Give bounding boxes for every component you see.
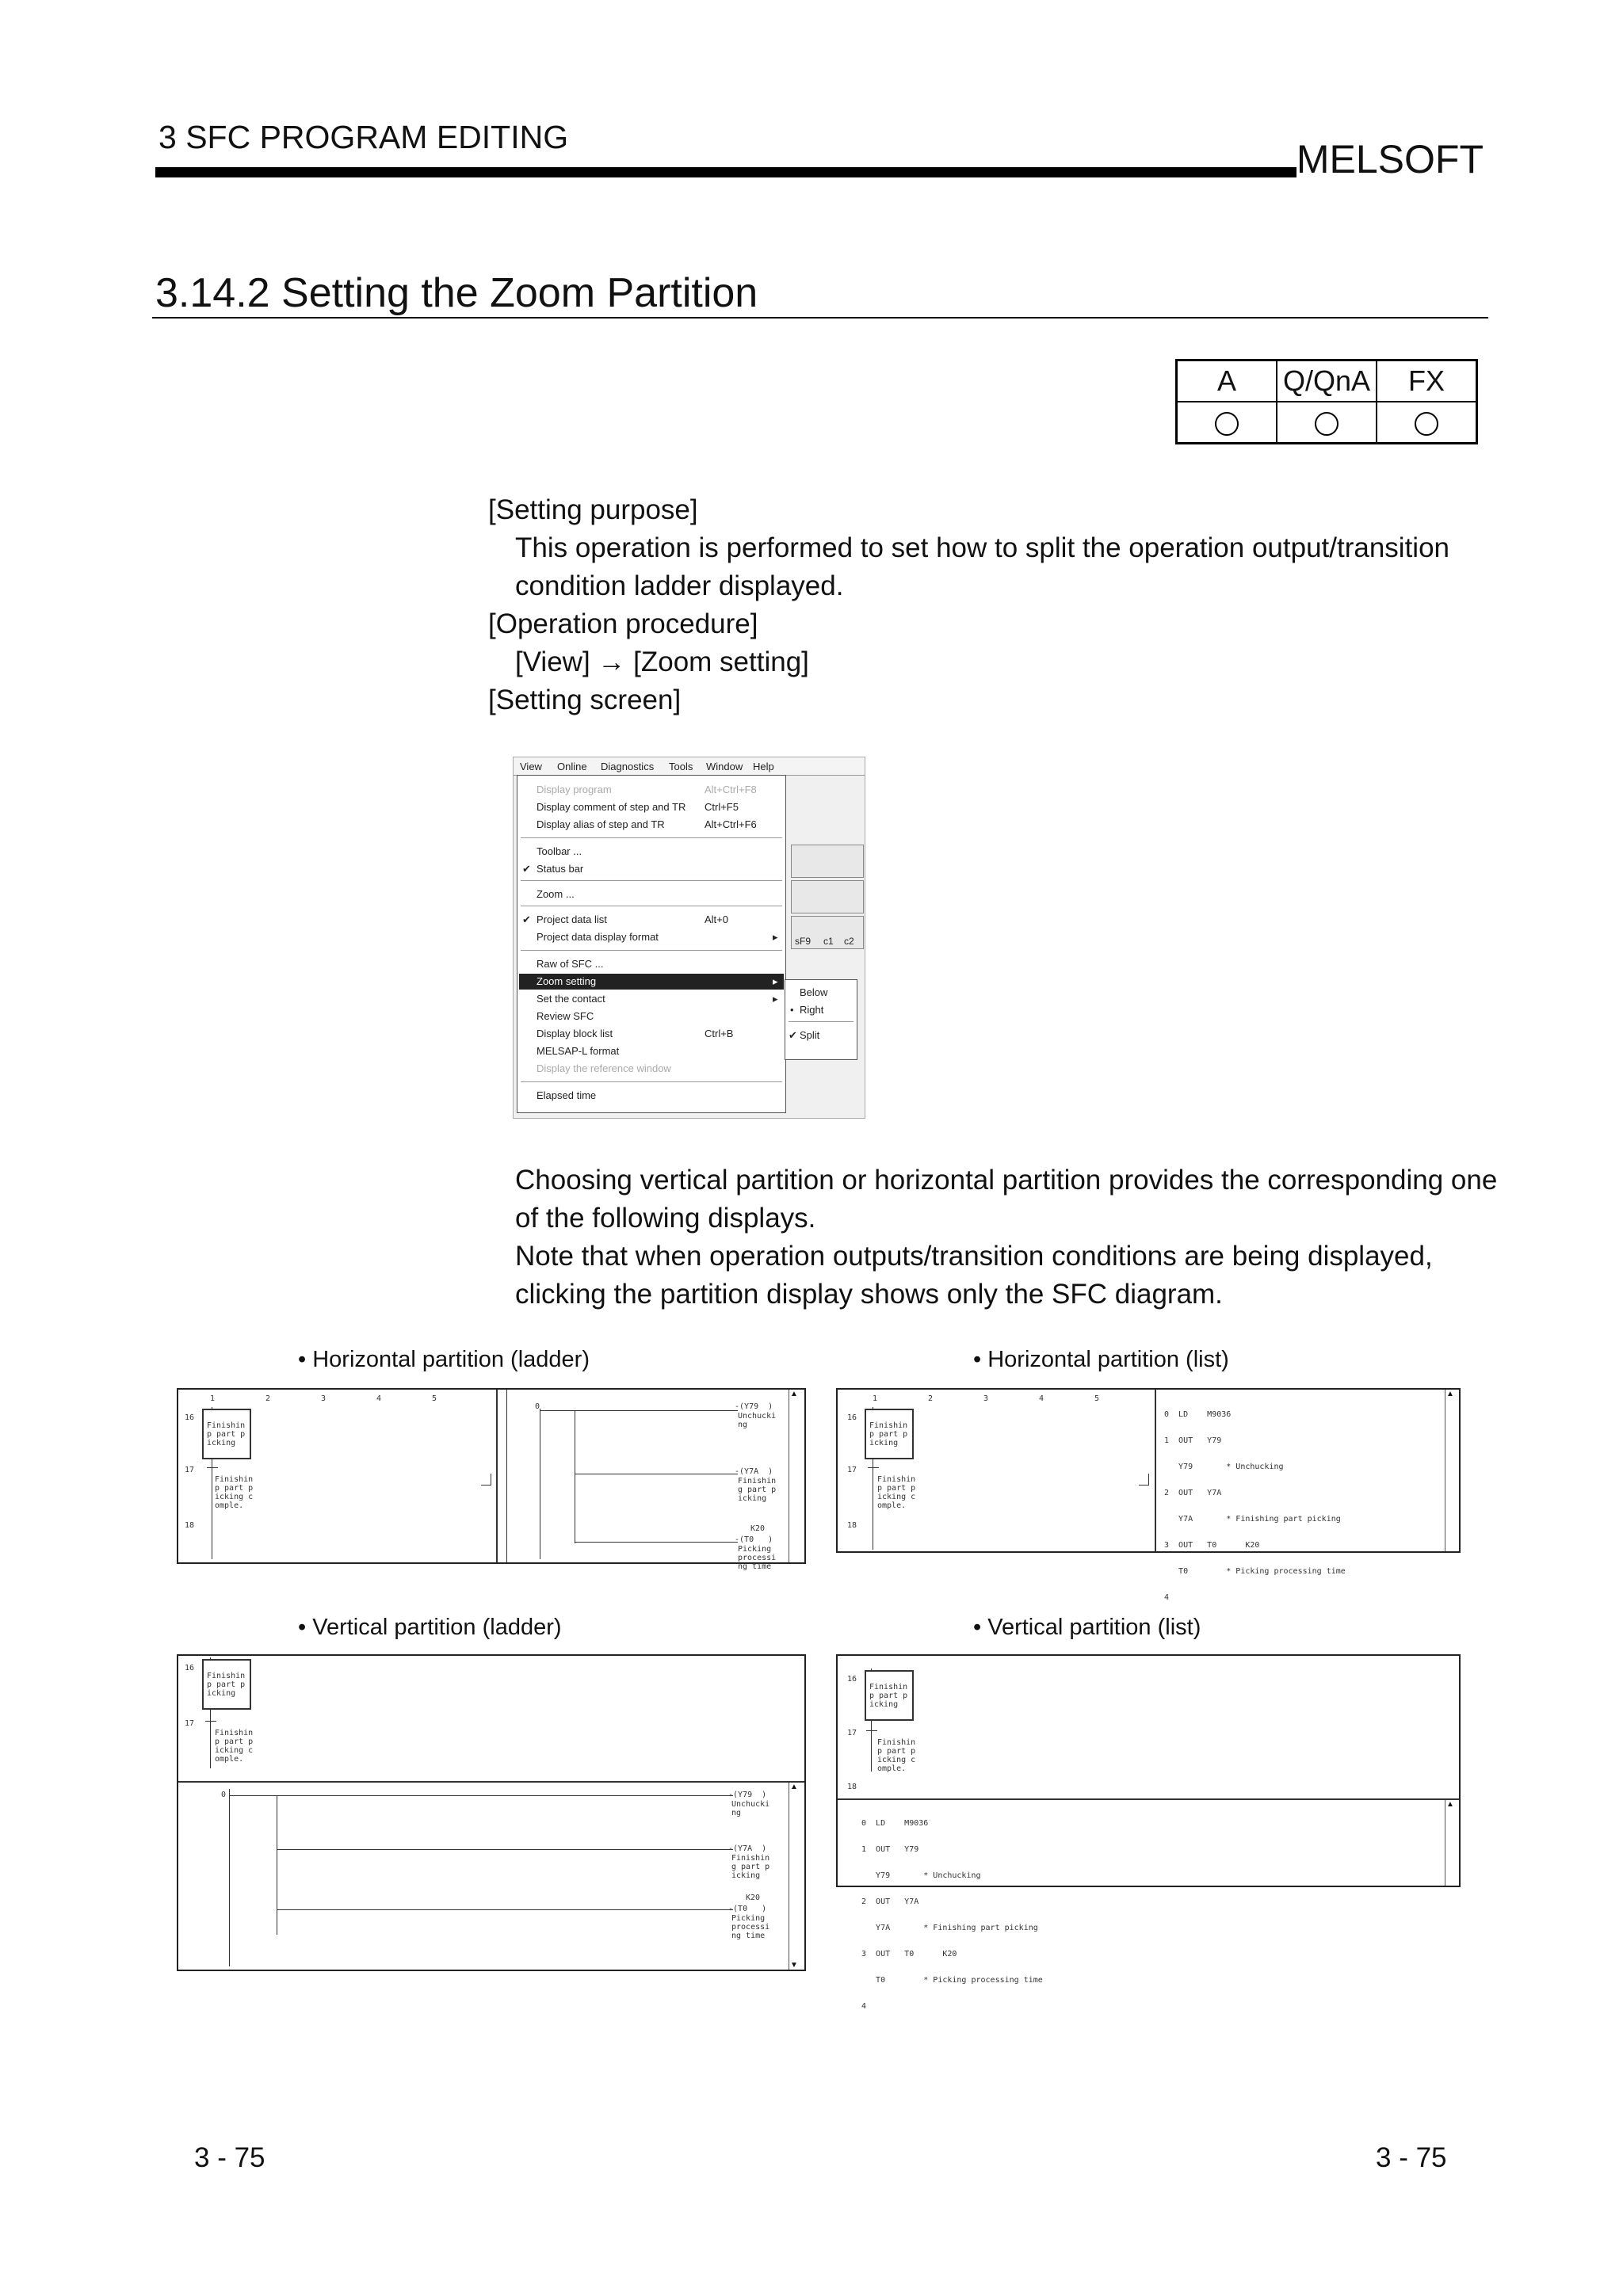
label-v-ladder: • Vertical partition (ladder) <box>298 1615 562 1640</box>
menu-item-project-data-list[interactable]: Project data list <box>537 913 607 925</box>
menu-item-project-data-format[interactable]: Project data display format <box>537 931 659 943</box>
menu-item-display-comment[interactable]: Display comment of step and TR <box>537 801 686 813</box>
sfc-step[interactable]: Finishin p part p icking <box>202 1409 251 1459</box>
chapter-title: 3 SFC PROGRAM EDITING <box>158 119 569 155</box>
menu-view[interactable]: View <box>520 761 542 772</box>
instruction-list: 0 LD M9036 1 OUT Y79 Y79 * Unchucking 2 OUT Y7A Y7A * Finishing part picking 3 OUT T0 K20 T0 * Picking processing time 4 <box>861 1819 1043 2011</box>
menu-item-status-bar[interactable]: Status bar <box>537 863 584 875</box>
zoom-submenu <box>785 979 857 1060</box>
supported-circle-icon <box>1215 412 1239 436</box>
procedure-text: [View] → [Zoom setting] <box>515 646 809 677</box>
supported-circle-icon <box>1315 412 1338 436</box>
transition-comment: Finishin p part p icking c omple. <box>877 1475 916 1510</box>
coil-t0: -(T0 ) <box>728 1905 767 1913</box>
note-line-3: Note that when operation outputs/transition conditions are being displayed, <box>515 1241 1433 1272</box>
purpose-heading: [Setting purpose] <box>488 494 698 525</box>
panel-v-ladder: 16 Finishin p part p icking 17 Finishin p part p icking c omple. 0 -(Y79 ) Unchucki ng -(Y7A ) Finishin g part p icking K20 -(T0 ) Picking processi ng time ▲ ▼ <box>177 1654 806 1971</box>
coil-y7a: -(Y7A ) <box>728 1844 767 1853</box>
submenu-item-split[interactable]: Split <box>800 1029 820 1041</box>
col-fx: FX <box>1377 360 1477 402</box>
menu-separator <box>789 1021 854 1022</box>
menu-bar <box>514 757 865 776</box>
supported-circle-icon <box>1415 412 1438 436</box>
section-rule <box>152 317 1488 318</box>
menu-item-toolbar[interactable]: Toolbar ... <box>537 845 582 857</box>
menu-separator <box>521 950 782 951</box>
panel-h-list: 1 2 3 4 5 16 Finishin p part p icking 17 Finishin p part p icking c omple. 18 0 LD M9036 1 OUT Y79 Y79 * Unchucking 2 OUT Y7A Y7A * Finishing part picking 3 OUT T0 K20 T0 * Picking processing time 4 ▲ <box>836 1388 1461 1553</box>
note-line-4: clicking the partition display shows only the SFC diagram. <box>515 1279 1223 1310</box>
vertical-scrollbar[interactable] <box>789 1783 800 1970</box>
view-dropdown: Display program Alt+Ctrl+F8 Display comment of step and TR Ctrl+F5 Display alias of step and TR Alt+Ctrl+F6 Toolbar ... ✔ Status bar Zoom ... ✔ Project data list Alt+0 Project data display format ▸ Raw of SFC ... Zoom setting ▸ Set the contact ▸ Review SFC Display block list Ctrl+B MELSAP-L format Display the reference window Elapsed time <box>517 775 786 1113</box>
menu-item-raw-of-sfc[interactable]: Raw of SFC ... <box>537 958 604 970</box>
vertical-scrollbar[interactable] <box>789 1390 800 1562</box>
menu-item-reference-window[interactable]: Display the reference window <box>537 1062 671 1074</box>
checkmark-icon: ✔ <box>522 863 531 875</box>
toolbar-fragment: sF9 c1 c2 <box>791 916 864 949</box>
menu-item-elapsed-time[interactable]: Elapsed time <box>537 1089 597 1101</box>
scroll-up-icon[interactable]: ▲ <box>790 1783 798 1791</box>
toolbar-fragment <box>791 880 864 913</box>
brand-logo: MELSOFT <box>1296 137 1484 181</box>
page-number-right: 3 - 75 <box>1376 2142 1447 2173</box>
coil-t0: -(T0 ) <box>735 1535 773 1544</box>
page-number-left: 3 - 75 <box>194 2142 265 2173</box>
menu-diagnostics[interactable]: Diagnostics <box>601 761 655 772</box>
checkmark-icon: ✔ <box>522 913 531 925</box>
vertical-scrollbar[interactable] <box>1445 1800 1457 1886</box>
label-h-list: • Horizontal partition (list) <box>973 1347 1229 1372</box>
menu-separator <box>521 880 782 881</box>
submenu-item-below[interactable]: Below <box>800 986 828 998</box>
coil-y79: -(Y79 ) <box>735 1402 773 1411</box>
header-rule <box>155 167 1296 177</box>
menu-item-zoom[interactable]: Zoom ... <box>537 888 575 900</box>
submenu-arrow-icon: ▸ <box>773 931 778 943</box>
checkmark-icon: ✔ <box>789 1029 797 1041</box>
coil-y7a: -(Y7A ) <box>735 1467 773 1476</box>
sfc-step[interactable]: Finishin p part p icking <box>865 1670 914 1721</box>
transition-comment: Finishin p part p icking c omple. <box>215 1475 254 1510</box>
instruction-list: 0 LD M9036 1 OUT Y79 Y79 * Unchucking 2 OUT Y7A Y7A * Finishing part picking 3 OUT T0 K20 T0 * Picking processing time 4 <box>1164 1410 1346 1602</box>
scroll-up-icon[interactable]: ▲ <box>1446 1800 1454 1809</box>
radio-dot-icon: • <box>790 1004 794 1016</box>
note-line-2: of the following displays. <box>515 1203 816 1234</box>
procedure-heading: [Operation procedure] <box>488 608 758 639</box>
coil-y79: -(Y79 ) <box>728 1791 767 1799</box>
panel-h-ladder: 1 2 3 4 5 16 Finishin p part p icking 17 Finishin p part p icking c omple. 18 0 -(Y79 ) Unchucki ng -(Y7A ) Finishin g part p icking K20 -(T0 ) Picking processi ng time ▲ <box>177 1388 806 1564</box>
panel-v-list: 16 Finishin p part p icking 17 Finishin p part p icking c omple. 18 0 LD M9036 1 OUT Y79 Y79 * Unchucking 2 OUT Y7A Y7A * Finishing part picking 3 OUT T0 K20 T0 * Picking processing time 4 ▲ <box>836 1654 1461 1887</box>
transition-comment: Finishin p part p icking c omple. <box>877 1738 916 1773</box>
submenu-arrow-icon: ▸ <box>773 993 778 1005</box>
submenu-arrow-icon: ▸ <box>773 975 778 987</box>
menu-item-melsap-l[interactable]: MELSAP-L format <box>537 1045 620 1057</box>
scroll-up-icon[interactable]: ▲ <box>790 1390 798 1398</box>
menu-separator <box>521 1081 782 1082</box>
applicability-table <box>1175 359 1478 444</box>
purpose-text-2: condition ladder displayed. <box>515 570 844 601</box>
scroll-up-icon[interactable]: ▲ <box>1446 1390 1454 1398</box>
purpose-text-1: This operation is performed to set how to split the operation output/transition <box>515 532 1449 563</box>
note-line-1: Choosing vertical partition or horizontal partition provides the corresponding one <box>515 1165 1498 1196</box>
transition-comment: Finishin p part p icking c omple. <box>215 1729 254 1764</box>
menu-item-set-contact[interactable]: Set the contact <box>537 993 605 1005</box>
menu-screenshot <box>513 757 865 1119</box>
menu-item-review-sfc[interactable]: Review SFC <box>537 1010 594 1022</box>
submenu-item-right[interactable]: Right <box>800 1004 824 1016</box>
scroll-down-icon[interactable]: ▼ <box>790 1961 798 1970</box>
label-h-ladder: • Horizontal partition (ladder) <box>298 1347 590 1372</box>
col-qqna: Q/QnA <box>1277 360 1377 402</box>
label-v-list: • Vertical partition (list) <box>973 1615 1201 1640</box>
menu-item-display-alias[interactable]: Display alias of step and TR <box>537 818 665 830</box>
menu-separator <box>521 837 782 838</box>
menu-item-display-block-list[interactable]: Display block list <box>537 1028 613 1039</box>
screen-heading: [Setting screen] <box>488 685 682 715</box>
menu-item-display-program[interactable]: Display program <box>537 784 612 795</box>
menu-item-zoom-setting[interactable]: Zoom setting <box>537 975 597 987</box>
menu-online[interactable]: Online <box>557 761 587 772</box>
toolbar-fragment <box>791 845 864 878</box>
menu-window[interactable]: Window <box>706 761 743 772</box>
vertical-scrollbar[interactable] <box>1445 1390 1457 1551</box>
resize-corner[interactable] <box>1139 1474 1149 1486</box>
col-a: A <box>1177 360 1277 402</box>
sfc-step[interactable]: Finishin p part p icking <box>202 1659 251 1710</box>
menu-help[interactable]: Help <box>753 761 774 772</box>
section-title: 3.14.2 Setting the Zoom Partition <box>155 270 758 316</box>
menu-tools[interactable]: Tools <box>669 761 693 772</box>
resize-corner[interactable] <box>481 1474 491 1486</box>
sfc-step[interactable]: Finishin p part p icking <box>865 1409 914 1459</box>
